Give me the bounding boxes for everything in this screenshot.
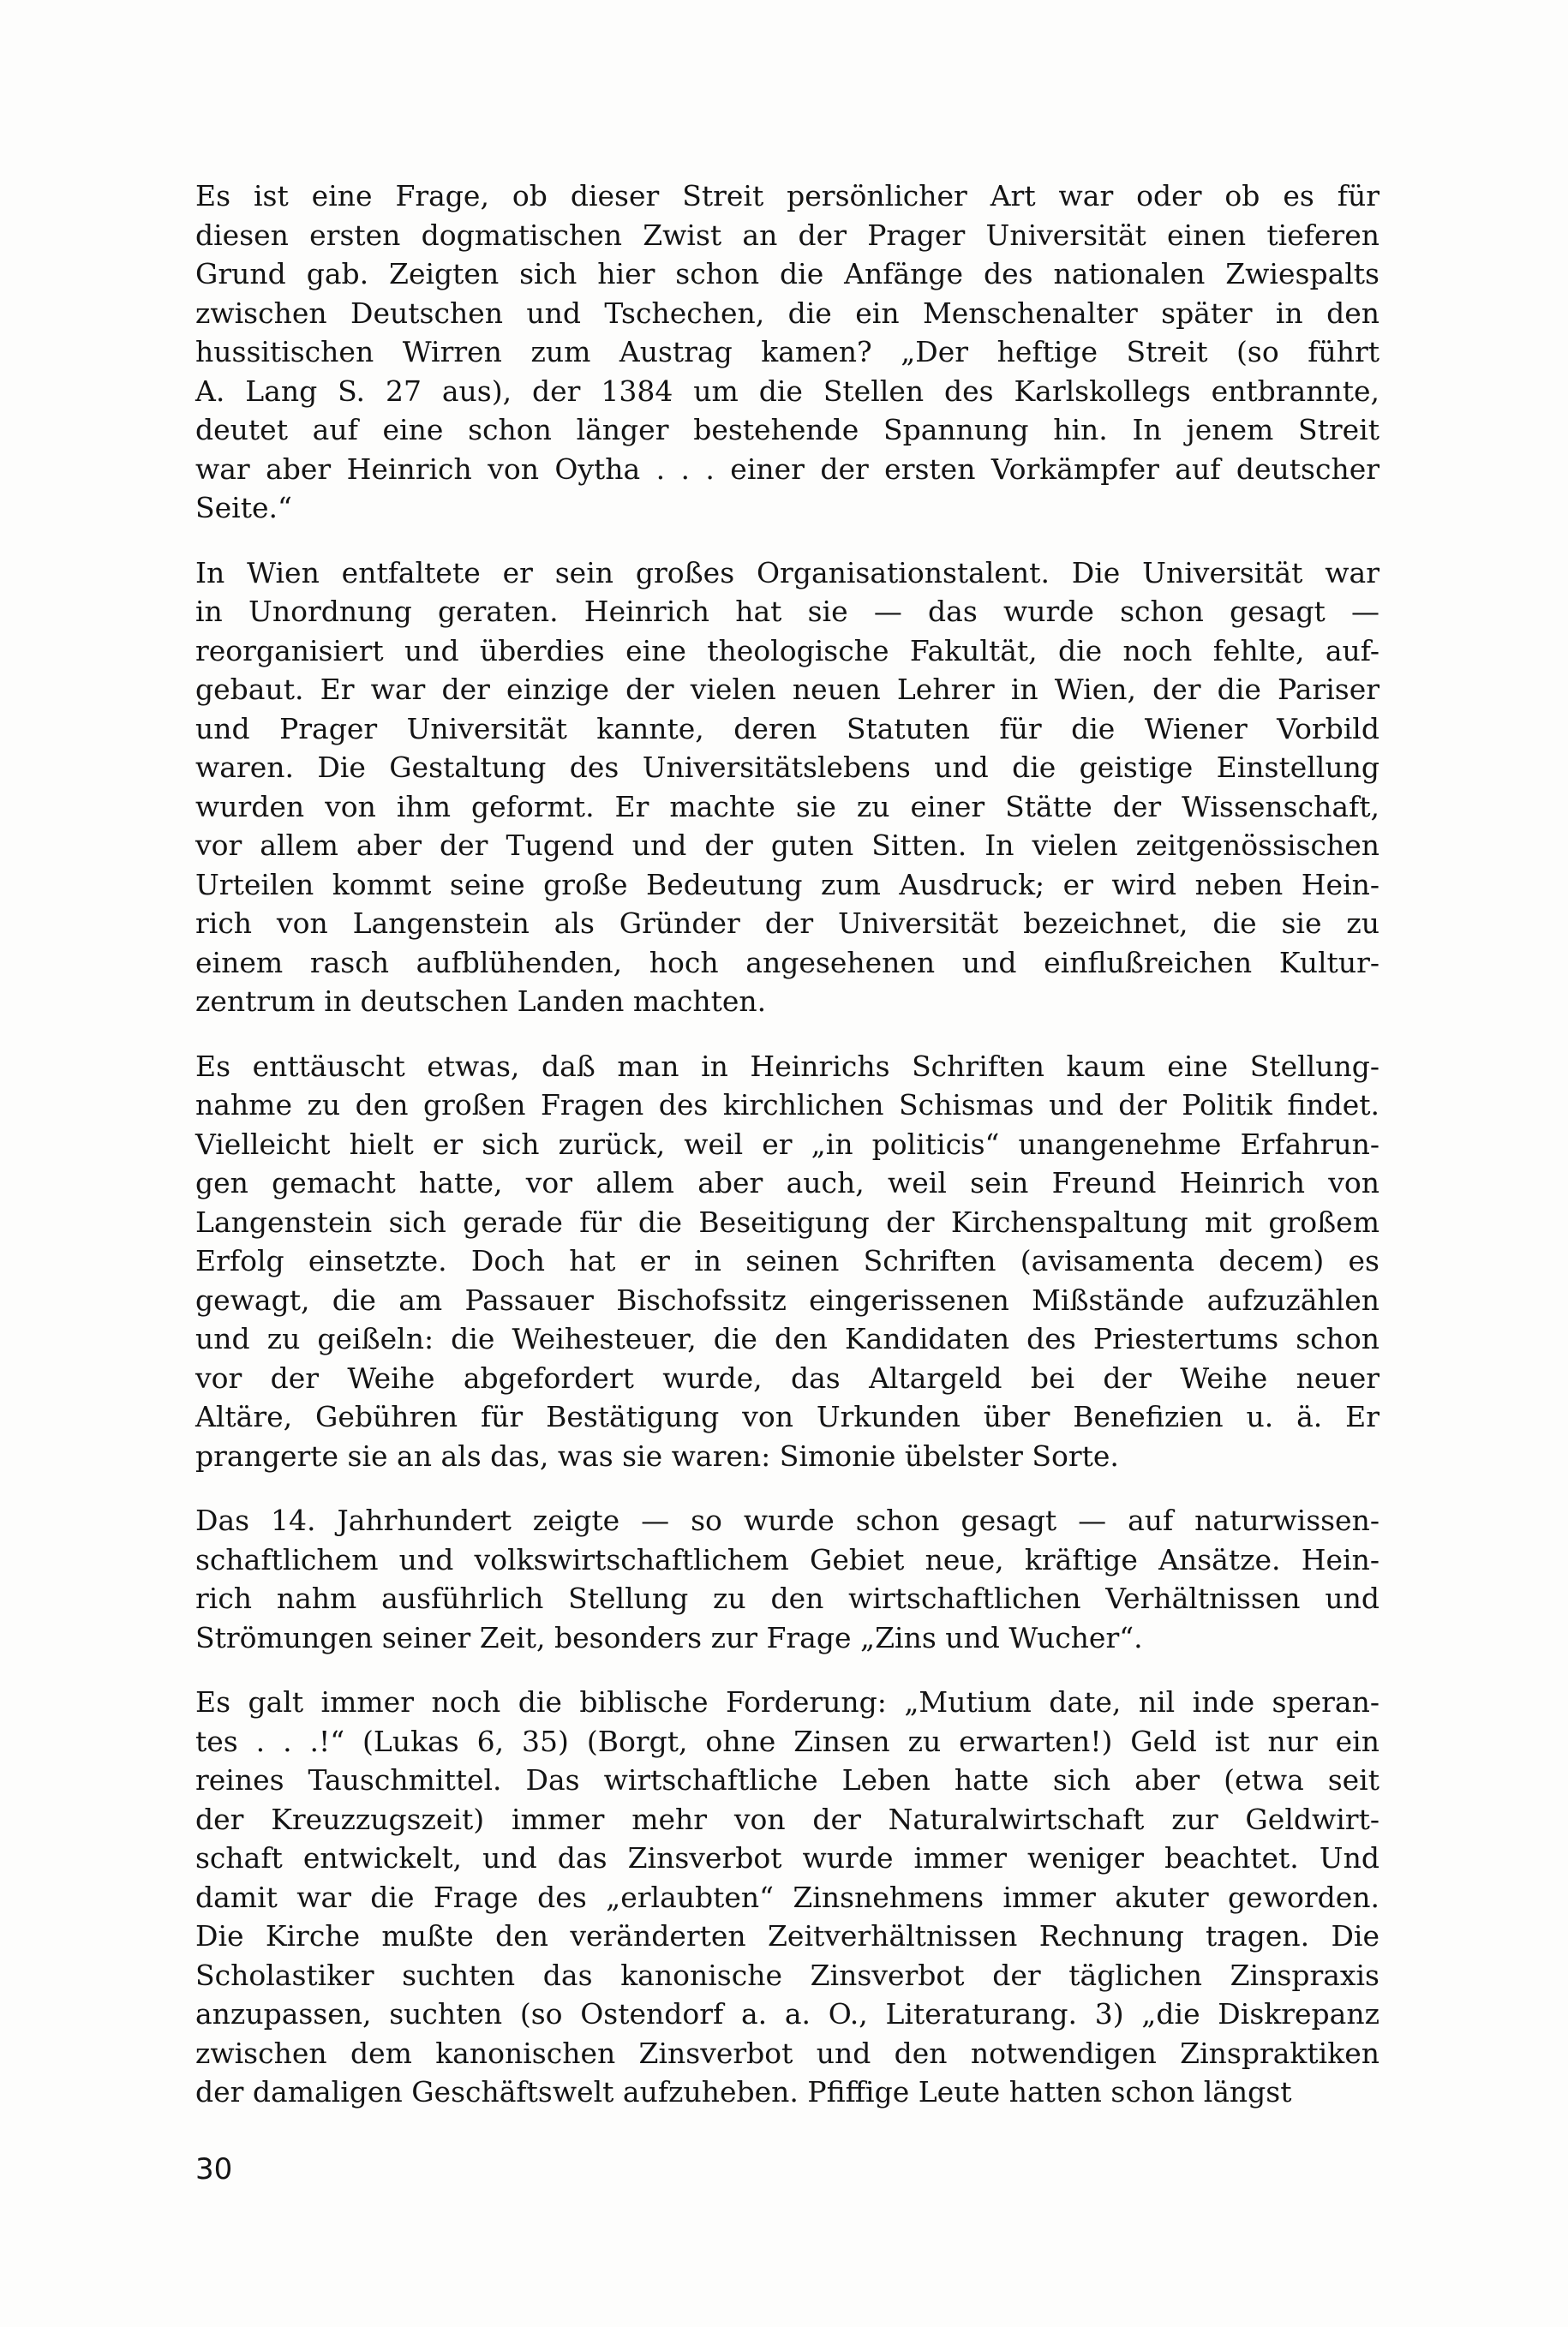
- text-line: in Unordnung geraten. Heinrich hat sie — das wurde schon gesagt —: [195, 595, 1379, 628]
- text-line: Langenstein sich gerade für die Beseitigung der Kirchenspaltung mit großem: [195, 1205, 1379, 1239]
- text-line: rich nahm ausführlich Stellung zu den wirtschaftlichen Verhältnissen und: [195, 1582, 1379, 1615]
- text-line: tes . . .!“ (Lukas 6, 35) (Borgt, ohne Zinsen zu erwarten!) Geld ist nur ein: [195, 1724, 1379, 1758]
- text-line: einem rasch aufblühenden, hoch angesehenen und einflußreichen Kultur-: [195, 945, 1379, 979]
- text-line: zwischen Deutschen und Tschechen, die ein Menschenalter später in den: [195, 296, 1379, 330]
- text-line: schaftlichem und volkswirtschaftlichem Gebiet neue, kräftige Ansätze. Hein-: [195, 1542, 1379, 1576]
- text-line: Es galt immer noch die biblische Forderung: „Mutium date, nil inde speran-: [195, 1685, 1379, 1719]
- text-line: vor der Weihe abgefordert wurde, das Altargeld bei der Weihe neuer: [195, 1361, 1379, 1395]
- text-line: gen gemacht hatte, vor allem aber auch, weil sein Freund Heinrich von: [195, 1166, 1379, 1199]
- text-line: und Prager Universität kannte, deren Statuten für die Wiener Vorbild: [195, 711, 1379, 745]
- text-line: diesen ersten dogmatischen Zwist an der Prager Universität einen tieferen: [195, 218, 1379, 252]
- text-line: anzupassen, suchten (so Ostendorf a. a. O., Literaturang. 3) „die Diskrepanz: [195, 1997, 1379, 2031]
- text-line: nahme zu den großen Fragen des kirchlichen Schismas und der Politik findet.: [195, 1088, 1379, 1122]
- text-line: Scholastiker suchten das kanonische Zinsverbot der täglichen Zinspraxis: [195, 1958, 1379, 1992]
- paragraph: [195, 1501, 1379, 1657]
- text-line: gebaut. Er war der einzige der vielen neuen Lehrer in Wien, der die Pariser: [195, 673, 1379, 706]
- text-line: Erfolg einsetzte. Doch hat er in seinen Schriften (avisamenta decem) es: [195, 1244, 1379, 1277]
- text-line: reorganisiert und überdies eine theologische Fakultät, die noch fehlte, auf-: [195, 633, 1379, 667]
- text-line: Seite.“: [195, 491, 292, 524]
- paragraph: [195, 1683, 1379, 2112]
- text-line: Es ist eine Frage, ob dieser Streit persönlicher Art war oder ob es für: [195, 179, 1379, 212]
- paragraph: [195, 176, 1379, 528]
- text-line: schaft entwickelt, und das Zinsverbot wurde immer weniger beachtet. Und: [195, 1841, 1379, 1875]
- text-line: Altäre, Gebühren für Bestätigung von Urkunden über Benefizien u. ä. Er: [195, 1400, 1379, 1433]
- text-line: war aber Heinrich von Oytha . . . einer der ersten Vorkämpfer auf deutscher: [195, 452, 1379, 486]
- text-line: zentrum in deutschen Landen machten.: [195, 984, 767, 1018]
- text-line: und zu geißeln: die Weihesteuer, die den Kandidaten des Priestertums schon: [195, 1322, 1379, 1355]
- text-line: vor allem aber der Tugend und der guten Sitten. In vielen zeitgenössischen: [195, 829, 1379, 862]
- text-line: Urteilen kommt seine große Bedeutung zum Ausdruck; er wird neben Hein-: [195, 867, 1379, 901]
- text-line: Die Kirche mußte den veränderten Zeitverhältnissen Rechnung tragen. Die: [195, 1919, 1379, 1953]
- body-text: [195, 176, 1379, 2138]
- text-line: In Wien entfaltete er sein großes Organisationstalent. Die Universität war: [195, 555, 1379, 589]
- text-line: wurden von ihm geformt. Er machte sie zu einer Stätte der Wissenschaft,: [195, 789, 1379, 823]
- text-line: rich von Langenstein als Gründer der Universität bezeichnet, die sie zu: [195, 906, 1379, 940]
- text-line: deutet auf eine schon länger bestehende Spannung hin. In jenem Streit: [195, 413, 1379, 446]
- text-line: hussitischen Wirren zum Austrag kamen? „Der heftige Streit (so führt: [195, 335, 1379, 368]
- text-line: Vielleicht hielt er sich zurück, weil er „in politicis“ unangenehme Erfahrun-: [195, 1127, 1379, 1161]
- text-line: waren. Die Gestaltung des Universitätslebens und die geistige Einstellung: [195, 751, 1379, 784]
- text-line: reines Tauschmittel. Das wirtschaftliche Leben hatte sich aber (etwa seit: [195, 1763, 1379, 1797]
- text-line: Das 14. Jahrhundert zeigte — so wurde schon gesagt — auf naturwissen-: [195, 1504, 1379, 1537]
- text-line: A. Lang S. 27 aus), der 1384 um die Stellen des Karlskollegs entbrannte,: [195, 374, 1379, 408]
- paragraph: [195, 1047, 1379, 1476]
- text-line: der damaligen Geschäftswelt aufzuheben. Pfiffige Leute hatten schon längst: [195, 2075, 1292, 2109]
- text-line: zwischen dem kanonischen Zinsverbot und den notwendigen Zinspraktiken: [195, 2036, 1379, 2070]
- text-line: damit war die Frage des „erlaubten“ Zinsnehmens immer akuter geworden.: [195, 1880, 1379, 1914]
- paragraph: [195, 553, 1379, 1021]
- text-line: Es enttäuscht etwas, daß man in Heinrichs Schriften kaum eine Stellung-: [195, 1049, 1379, 1083]
- text-line: prangerte sie an als das, was sie waren: Simonie übelster Sorte.: [195, 1439, 1119, 1473]
- text-line: gewagt, die am Passauer Bischofssitz eingerissenen Mißstände aufzuzählen: [195, 1283, 1379, 1317]
- text-line: der Kreuzzugszeit) immer mehr von der Naturalwirtschaft zur Geldwirt-: [195, 1802, 1379, 1836]
- text-line: Strömungen seiner Zeit, besonders zur Frage „Zins und Wucher“.: [195, 1620, 1143, 1654]
- page-number: 30: [195, 2152, 233, 2186]
- text-line: Grund gab. Zeigten sich hier schon die Anfänge des nationalen Zwiespalts: [195, 257, 1379, 290]
